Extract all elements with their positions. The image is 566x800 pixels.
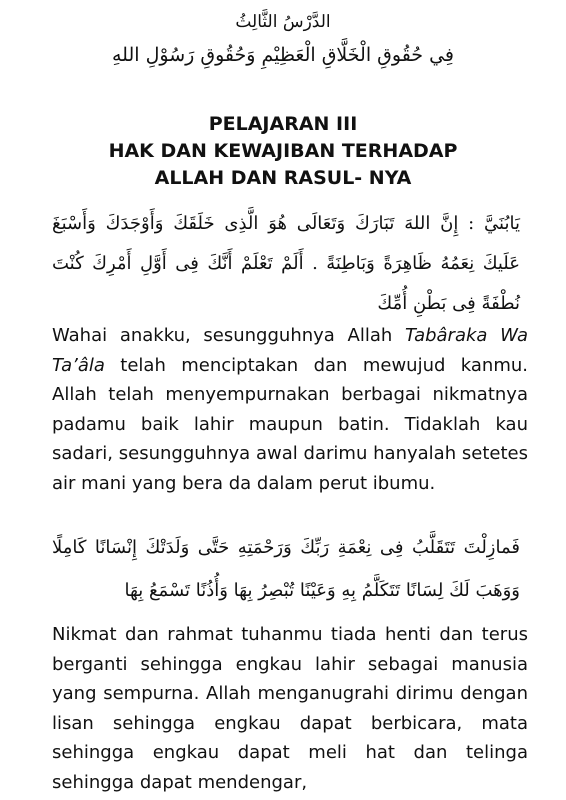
paragraph-1-text-b: telah menciptakan dan mewujud kanmu. Allah telah menyempurnakan berbagai nikmatnya padamu baik lahir maupun batin. Tidaklah kau sadari, sesungguhnya awal darimu hanyalah setetes air mani yang bera da dalam perut ibumu. bbox=[52, 354, 528, 494]
paragraph-2: Nikmat dan rahmat tuhanmu tiada henti dan terus berganti sehingga engkau lahir sebagai manusia yang sempurna. Allah menganugrahi dirimu dengan lisan sehingga engkau dapat berbicara, mata sehingga engkau dapat meli hat dan telinga sehingga dapat mendengar, bbox=[52, 624, 528, 793]
heading-lesson-number: PELAJARAN III bbox=[208, 113, 358, 135]
arabic-passage-2: فَمازِلْتَ تَتَقَلَّبُ فِى نِعْمَةِ رَبِّكَ وَرَحْمَتِهِ حَتَّى وَلَدَتْكَ إِنْسَانًا كَامِلًا وَوَهَبَ لَكَ لِسَانًا تَتَكَلَّمُ بِهِ وَعَيْنًا تُبْصِرُ بِهَا وَأُذُنًا تَسْمَعُ بِهَا bbox=[52, 537, 520, 601]
paragraph-1-text-a: Wahai anakku, sesungguhnya Allah bbox=[52, 325, 405, 346]
lesson-subtitle-arabic: فِي حُقُوقِ الْخَلَّاقِ الْعَظِيْمِ وَحُقُوقِ رَسُوْلِ اللهِ bbox=[111, 44, 455, 66]
lesson-title-arabic: الدَّرْسُ الثَّالِثُ bbox=[235, 12, 331, 32]
paragraph-1-italic-term: Tabâraka Wa Ta’âla bbox=[52, 325, 528, 376]
paragraph-1 bbox=[52, 321, 528, 498]
arabic-passage-1: يَابُنَيَّ : إِنَّ اللهَ تَبَارَكَ وَتَعَالَى هُوَ الَّذِى خَلَقَكَ وَأَوْجَدَكَ وَأَسْبَغَ عَلَيكَ نِعَمُهُ ظَاهِرَةً وَبَاطِنَةً . أَلَمْ تَعْلَمْ أَنَّكَ فِى أَوَّلِ أَمْرِكَ كُنْتَ نُطْفَةً فِى بَطْنِ أُمِّكَ bbox=[52, 213, 520, 314]
heading-title-line-1: HAK DAN KEWAJIBAN TERHADAP bbox=[108, 140, 458, 162]
heading-title-line-2: ALLAH DAN RASUL- NYA bbox=[154, 167, 412, 189]
